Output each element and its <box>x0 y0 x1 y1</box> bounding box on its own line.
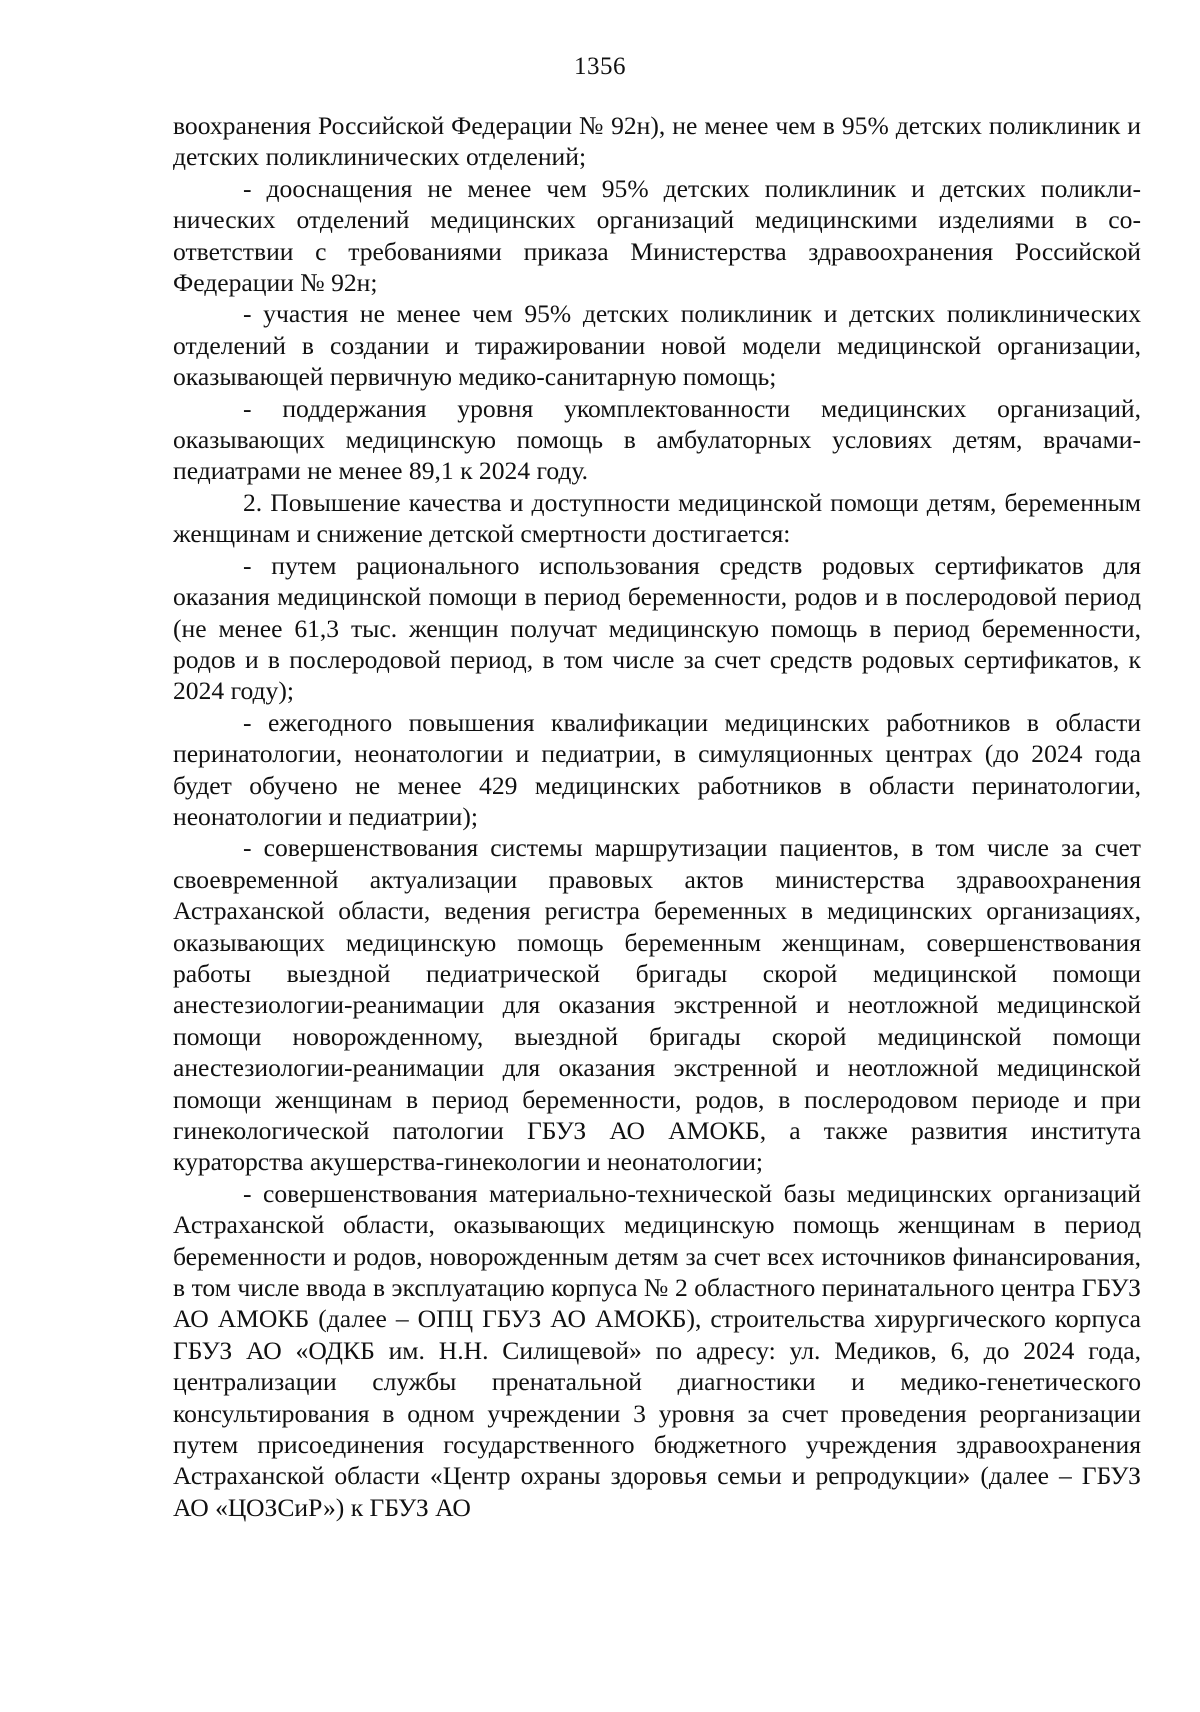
paragraph-participation: - участия не менее чем 95% детских поликлиник и детских поликлинических отделений в создании и тиражировании новой модели медицинской организации, оказывающей первичную медико-санитарную помощь; <box>173 299 1141 392</box>
page-number: 1356 <box>574 53 626 80</box>
paragraph-section-2-heading: 2. Повышение качества и доступности медицинской помощи детям, беременным женщинам и снижение детской смертности достигается: <box>173 487 1141 549</box>
document-body <box>173 110 1141 1523</box>
paragraph-material-base: - совершенствования материально-технической базы медицинских организаций Астраханской области, оказывающих медицинскую помощь женщинам в период беременности и родов, новорожденным детям за счет всех источников финансирования, в том числе ввода в эксплуатацию корпуса № 2 областного перинатального центра ГБУЗ АО АМОКБ (далее – ОПЦ ГБУЗ АО АМОКБ), строительства хирургического корпуса ГБУЗ АО «ОДКБ им. Н.Н. Силищевой» по адресу: ул. Медиков, 6, до 2024 года, централизации службы пренатальной диагностики и медико-генетического консультирования в одном учреждении 3 уровня за счет проведения реорганизации путем присоединения государственного бюджетного учреждения здравоохранения Астраханской области «Центр охраны здоровья семьи и репродукции» (далее – ГБУЗ АО «ЦОЗСиР») к ГБУЗ АО <box>173 1178 1141 1522</box>
paragraph-routing: - совершенствования системы маршрутизации пациентов, в том числе за счет своевременной актуализации правовых актов министерства здравоохранения Астраханской области, ведения регистра беременных в медицинских организациях, оказывающих медицинскую помощь беременным женщинам, совершенствования работы выездной педиатрической бригады скорой медицинской помощи анестезиологии-реанимации для оказания экстренной и неотложной медицинской помощи новорожденному, выездной бригады скорой медицинской помощи анестезиологии-реанимации для оказания экстренной и неотложной медицинской помощи женщинам в период беременности, родов, в послеродовом периоде и при гинекологической патологии ГБУЗ АО АМОКБ, а также развития института кураторства акушерства-гинекологии и неонатологии; <box>173 833 1141 1177</box>
paragraph-birth-certificates: - путем рационального использования средств родовых сертификатов для оказания медицинской помощи в период беременности, родов и в послеродовой период (не менее 61,3 тыс. женщин получат медицинскую помощь в период беременности, родов и в послеродовой период, в том числе за счет средств родовых сертификатов, к 2024 году); <box>173 550 1141 706</box>
paragraph-qualification: - ежегодного повышения квалификации медицинских работников в области перинатологии, неонатологии и педиатрии, в симуляционных центрах (до 2024 года будет обучено не менее 429 медицинских работников в области перинатологии, неонатологии и педиатрии); <box>173 707 1141 831</box>
paragraph-staffing: - поддержания уровня укомплектованности медицинских организаций, оказывающих медицинскую помощь в амбулаторных условиях детям, врачами-педиатрами не менее 89,1 к 2024 году. <box>173 393 1141 486</box>
paragraph-equipment: - дооснащения не менее чем 95% детских поликлиник и детских поликлинических отделений медицинских организаций медицинскими изделиями в соответствии с требованиями приказа Министерства здравоохранения Российской Федерации № 92н; <box>173 173 1141 298</box>
paragraph-continuation: воохранения Российской Федерации № 92н), не менее чем в 95% детских поликлиник и детских поликлинических отделений; <box>173 111 1141 172</box>
